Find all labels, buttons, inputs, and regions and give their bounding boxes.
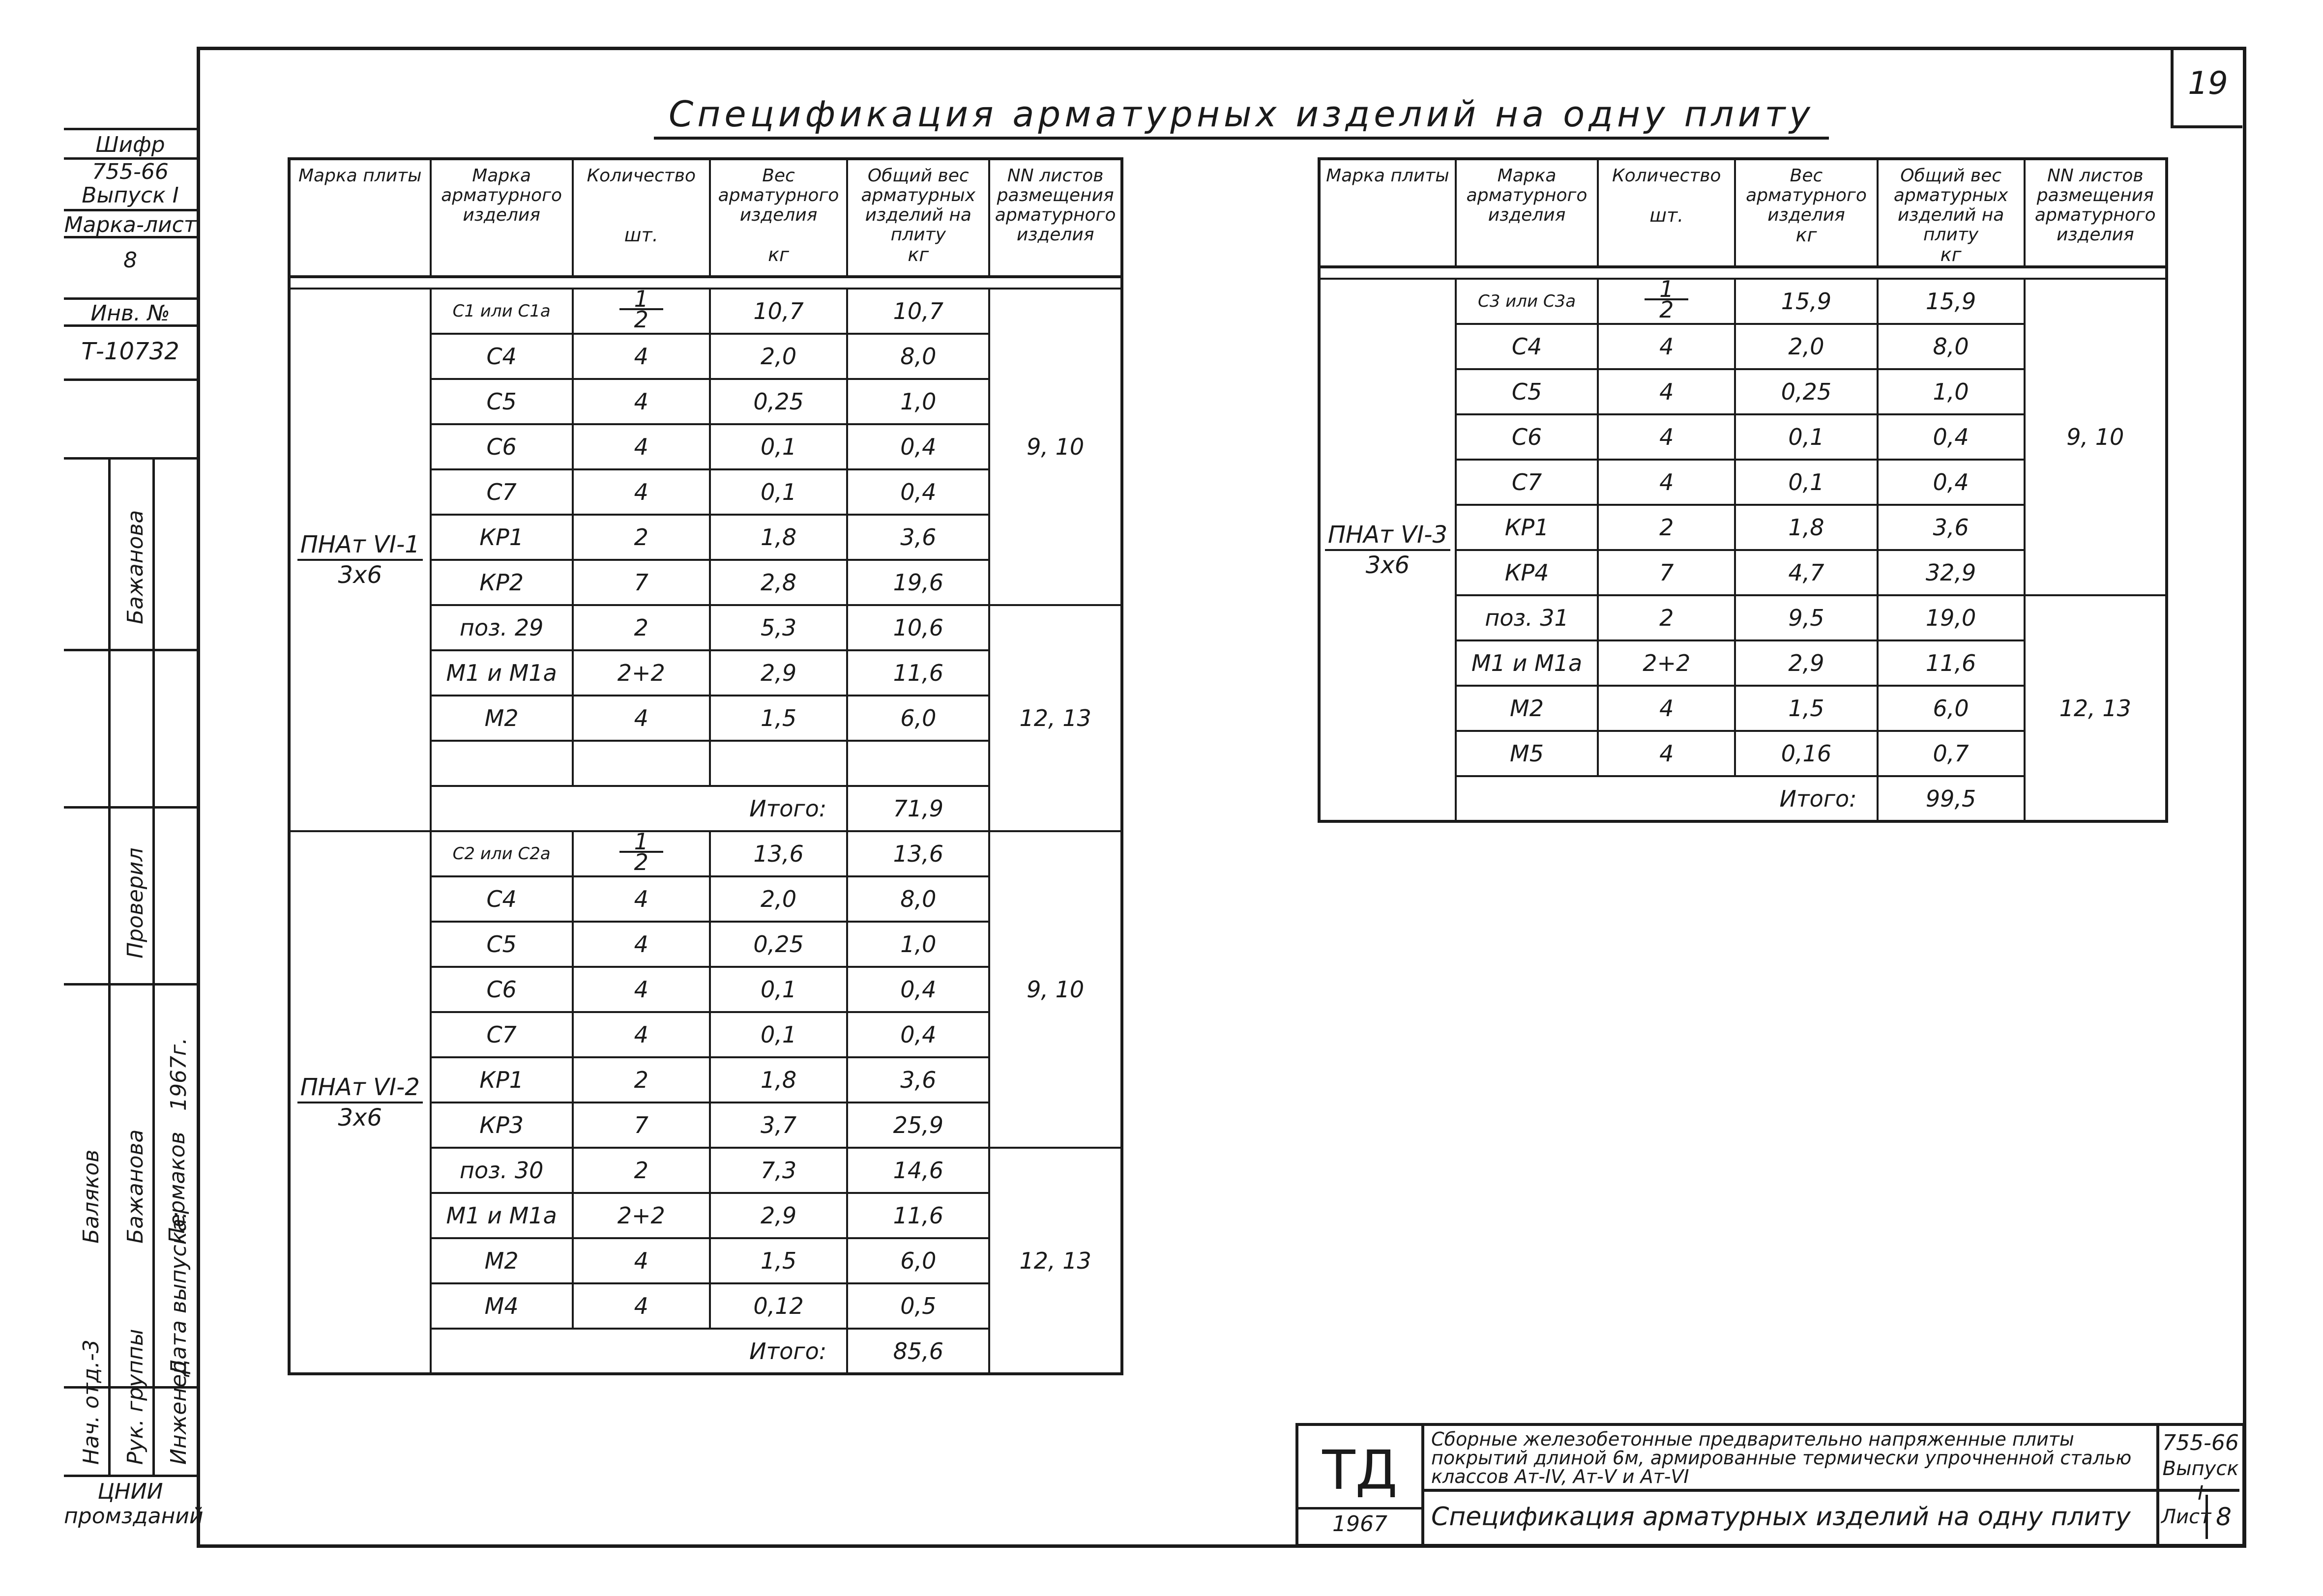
col-weight: Вес арматурного изделия кг [710,159,847,277]
empty-cell [573,741,710,786]
left-stamp-strip [64,128,204,1543]
item-mark: М1 и М1а [431,1193,573,1238]
item-mark: С4 [431,334,573,379]
item-qty: 2+2 [573,650,710,696]
td-logo: ТД [1322,1439,1398,1502]
item-weight: 2,0 [710,334,847,379]
tb-horizontal-line [1421,1489,2239,1492]
item-total: 0,4 [1878,460,2025,505]
item-weight: 1,8 [1735,505,1877,550]
strip-divider [64,457,197,460]
item-qty: 7 [573,560,710,605]
item-total: 19,6 [847,560,989,605]
total-value: 71,9 [847,786,989,831]
item-qty: 4 [1598,686,1735,731]
item-weight: 2,9 [710,650,847,696]
item-weight: 2,9 [710,1193,847,1238]
col-item-mark: Марка арматурного изделия [431,159,573,277]
total-value: 85,6 [847,1329,989,1374]
col-plate-mark: Марка плиты [289,159,431,277]
item-weight: 2,0 [710,876,847,922]
org-name: ЦНИИ [97,1479,163,1504]
item-total: 10,7 [847,289,989,334]
item-mark: С7 [1456,460,1598,505]
plate-mark-cell: ПНАт VI-2 3x6 [289,831,431,1374]
sheets-cell: 9, 10 [989,289,1122,605]
item-qty: 7 [573,1103,710,1148]
mark-sheet-label: Марка-лист [64,209,197,238]
item-weight: 0,12 [710,1283,847,1329]
logo-cell [1298,1426,1424,1544]
item-weight: 1,8 [710,1057,847,1103]
item-mark: С6 [1456,414,1598,460]
item-weight: 1,5 [710,1238,847,1283]
strip-divider [64,378,197,381]
strip-divider [64,983,197,986]
table-header-row [1319,159,2167,267]
col-total-weight: Общий вес арматурных изделий на плиту кг [847,159,989,277]
item-weight: 0,25 [710,379,847,424]
item-weight: 2,0 [1735,324,1877,369]
total-label: Итого: [431,786,848,831]
col-total-weight: Общий вес арматурных изделий на плиту кг [1878,159,2025,267]
item-mark: С4 [431,876,573,922]
item-total: 0,4 [847,967,989,1012]
item-mark: М1 и М1а [1456,640,1598,686]
table-row [289,289,1122,334]
item-qty: 4 [573,334,710,379]
strip-column-line [108,457,111,1475]
name-bazhanova: Бажанова [123,510,148,624]
item-total: 11,6 [1878,640,2025,686]
item-mark: М2 [1456,686,1598,731]
item-weight: 15,9 [1735,279,1877,324]
item-weight: 2,9 [1735,640,1877,686]
total-value: 99,5 [1878,776,2025,821]
plate-mark-cell: ПНАт VI-3 3x6 [1319,279,1456,821]
item-mark: КР2 [431,560,573,605]
item-qty: 4 [573,876,710,922]
item-weight: 0,1 [710,1012,847,1057]
col-weight: Вес арматурного изделия кг [1735,159,1877,267]
item-total: 11,6 [847,650,989,696]
strip-divider [64,1475,197,1477]
item-qty: 4 [573,1238,710,1283]
item-mark: С3 или С3а [1456,279,1598,324]
item-weight: 0,25 [1735,369,1877,414]
item-mark: С2 или С2а [431,831,573,876]
release-year: 1967г. [166,1037,191,1111]
table-header-row [289,159,1122,277]
item-weight: 10,7 [710,289,847,334]
title-block [1295,1423,2245,1547]
checked-label: Проверил [123,847,148,958]
item-total: 6,0 [1878,686,2025,731]
item-qty: 4 [573,424,710,469]
item-mark: С7 [431,1012,573,1057]
spec-table-right [1318,157,2168,823]
sheets-cell: 12, 13 [989,1148,1122,1374]
empty-cell [431,741,573,786]
item-weight: 1,5 [1735,686,1877,731]
item-mark: М4 [431,1283,573,1329]
series-issue: Выпуск I [2162,1457,2239,1505]
sheet-number: 8 [2216,1503,2232,1531]
header-spacer [289,277,1122,289]
item-mark: С5 [1456,369,1598,414]
item-mark: С7 [431,469,573,515]
quantity-fraction: $\frac{1}{2}$ [1598,279,1735,324]
item-qty: 4 [573,379,710,424]
item-weight: 0,1 [710,967,847,1012]
col-quantity: Количество шт. [1598,159,1735,267]
item-qty: 4 [573,967,710,1012]
org-name-2: промзданий [64,1504,204,1529]
sheet-title: Спецификация арматурных изделий на одну плиту [1431,1502,2131,1532]
item-total: 1,0 [847,922,989,967]
inv-value: Т-10732 [64,324,197,376]
item-qty: 4 [573,1283,710,1329]
logo-year: 1967 [1298,1507,1421,1539]
item-weight: 0,1 [710,424,847,469]
item-mark: М2 [431,696,573,741]
table-row [1319,279,2167,324]
quantity-fraction: $\frac{1}{2}$ [573,289,710,334]
item-qty: 2 [1598,595,1735,640]
role-group-lead: Рук. группы [123,1329,148,1465]
mark-sheet-value: 8 [64,236,197,283]
item-weight: 0,1 [710,469,847,515]
spec-table-left [288,157,1123,1375]
item-mark: КР1 [1456,505,1598,550]
plate-mark-cell: ПНАт VI-1 3x6 [289,289,431,831]
item-mark: С5 [431,379,573,424]
item-weight: 2,8 [710,560,847,605]
item-qty: 2 [573,1148,710,1193]
item-qty: 2 [573,605,710,650]
header-spacer [1319,267,2167,279]
item-total: 6,0 [847,1238,989,1283]
col-sheets: NN листов размещения арматурного изделия [989,159,1122,277]
item-total: 10,6 [847,605,989,650]
item-total: 25,9 [847,1103,989,1148]
item-total: 0,4 [847,424,989,469]
col-plate-mark: Марка плиты [1319,159,1456,267]
empty-cell [710,741,847,786]
item-weight: 0,1 [1735,460,1877,505]
item-weight: 5,3 [710,605,847,650]
item-total: 8,0 [847,876,989,922]
item-weight: 13,6 [710,831,847,876]
item-total: 3,6 [1878,505,2025,550]
name-bazhanova-2: Бажанова [123,1129,148,1244]
item-total: 0,5 [847,1283,989,1329]
item-mark: С6 [431,424,573,469]
item-weight: 7,3 [710,1148,847,1193]
quantity-fraction: $\frac{1}{2}$ [573,831,710,876]
item-weight: 1,5 [710,696,847,741]
item-total: 3,6 [847,515,989,560]
item-mark: КР1 [431,515,573,560]
item-qty: 4 [573,1012,710,1057]
item-mark: М5 [1456,731,1598,776]
item-total: 6,0 [847,696,989,741]
item-mark: С1 или С1а [431,289,573,334]
item-qty: 2+2 [1598,640,1735,686]
item-total: 1,0 [847,379,989,424]
item-mark: М1 и М1а [431,650,573,696]
item-qty: 2 [1598,505,1735,550]
name-permakov: Пермаков [165,1132,190,1244]
total-label: Итого: [1456,776,1878,821]
item-qty: 2 [573,515,710,560]
name-balyakov: Баляков [79,1149,104,1244]
item-total: 0,4 [1878,414,2025,460]
item-qty: 2+2 [573,1193,710,1238]
role-engineer: Инженер [166,1360,191,1465]
page-number: 19 [2171,47,2242,128]
item-qty: 4 [1598,369,1735,414]
item-mark: поз. 31 [1456,595,1598,640]
inv-label: Инв. № [64,297,197,327]
item-weight: 3,7 [710,1103,847,1148]
sheet-label: Лист [2161,1495,2208,1539]
item-total: 14,6 [847,1148,989,1193]
item-weight: 0,25 [710,922,847,967]
item-total: 1,0 [1878,369,2025,414]
item-total: 0,4 [847,1012,989,1057]
item-total: 0,4 [847,469,989,515]
table-row [289,831,1122,876]
item-mark: С6 [431,967,573,1012]
sheets-cell: 12, 13 [989,605,1122,831]
item-mark: КР1 [431,1057,573,1103]
empty-cell [847,741,989,786]
cipher-value: 755-66 [64,157,197,184]
tb-vertical-line [2156,1426,2159,1544]
item-qty: 2 [573,1057,710,1103]
item-weight: 0,1 [1735,414,1877,460]
item-total: 19,0 [1878,595,2025,640]
item-mark: М2 [431,1238,573,1283]
item-mark: С5 [431,922,573,967]
item-mark: С4 [1456,324,1598,369]
page-title: Спецификация арматурных изделий на одну плиту [654,93,1829,140]
item-total: 11,6 [847,1193,989,1238]
item-qty: 4 [573,922,710,967]
item-total: 8,0 [847,334,989,379]
col-item-mark: Марка арматурного изделия [1456,159,1598,267]
strip-divider [64,806,197,809]
item-mark: поз. 29 [431,605,573,650]
item-weight: 4,7 [1735,550,1877,595]
item-weight: 1,8 [710,515,847,560]
item-total: 8,0 [1878,324,2025,369]
cipher-label: Шифр [64,128,197,160]
item-mark: КР4 [1456,550,1598,595]
col-sheets: NN листов размещения арматурного изделия [2025,159,2167,267]
item-weight: 0,16 [1735,731,1877,776]
item-qty: 4 [1598,414,1735,460]
item-mark: поз. 30 [431,1148,573,1193]
total-label: Итого: [431,1329,848,1374]
item-qty: 4 [573,696,710,741]
item-total: 0,7 [1878,731,2025,776]
item-qty: 4 [1598,324,1735,369]
item-total: 15,9 [1878,279,2025,324]
item-total: 32,9 [1878,550,2025,595]
series-number: 755-66 [2162,1430,2239,1455]
item-qty: 4 [1598,460,1735,505]
item-total: 13,6 [847,831,989,876]
item-total: 3,6 [847,1057,989,1103]
item-weight: 9,5 [1735,595,1877,640]
item-qty: 7 [1598,550,1735,595]
release-date-label: Дата выпуска: [166,1211,191,1376]
issue-label: Выпуск I [82,183,179,208]
project-description: Сборные железобетонные предварительно напряженные плиты покрытий длиной 6м, армированные термически упрочненной сталью классов Ат-IV, Ат-V и Ат-VI [1431,1430,2132,1487]
sheets-cell: 9, 10 [2025,279,2167,595]
item-qty: 4 [573,469,710,515]
item-mark: КР3 [431,1103,573,1148]
col-quantity: Количество шт. [573,159,710,277]
strip-divider [64,649,197,651]
sheets-cell: 9, 10 [989,831,1122,1148]
role-head: Нач. отд.-3 [79,1339,104,1465]
strip-column-line [152,457,155,1475]
item-qty: 4 [1598,731,1735,776]
sheets-cell: 12, 13 [2025,595,2167,821]
